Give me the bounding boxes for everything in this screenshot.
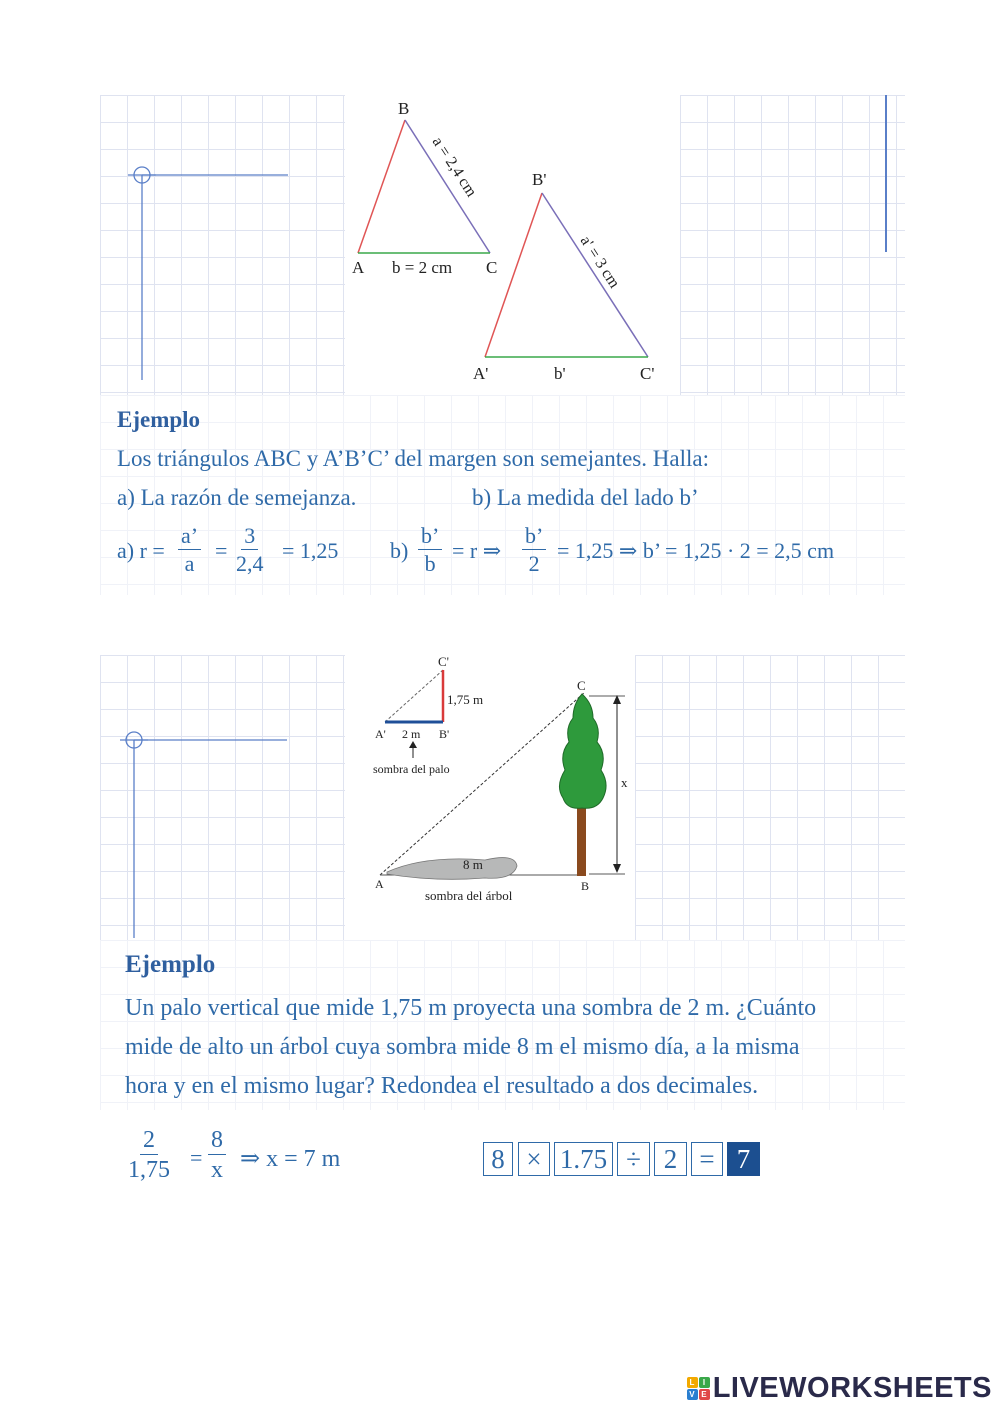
margin-vertical-line (885, 95, 887, 252)
fraction-a-prime-over-a: $\frac{a’}{a}$ (178, 525, 201, 575)
fraction-8-over-x: $\frac{8}{x}$ (208, 1128, 226, 1182)
tree-a-label: A (375, 877, 384, 891)
vertex-b: B (398, 99, 410, 118)
vertex-c-prime: C' (640, 364, 655, 383)
example-statement-1: Los triángulos ABC y A’B’C’ del margen son semejantes. Halla: (117, 446, 709, 471)
solution-b-result: = 1,25 ⇒ b’ = 1,25 · 2 = 2,5 cm (557, 538, 835, 563)
tree-height-label: x (621, 775, 628, 790)
tree-top-label: C (577, 678, 586, 693)
example-heading-1: Ejemplo (117, 407, 201, 432)
side-a-prime-label: a' = 3 cm (576, 232, 623, 292)
pole-b-label: B' (439, 727, 450, 741)
proportion-equals: = (190, 1145, 203, 1170)
margin-marker-1 (120, 160, 300, 385)
grid-panel-right-2 (635, 655, 905, 940)
vertex-a: A (352, 258, 365, 277)
side-b-label: b = 2 cm (392, 258, 453, 277)
fraction-2-over-1-75: $\frac{2}{1,75}$ (128, 1127, 170, 1183)
pole-height-label: 1,75 m (447, 692, 484, 707)
example-statement-2-line2: mide de alto un árbol cuya sombra mide 8 m el mismo día, a la misma (125, 1034, 800, 1060)
logo-mark-icon: L I V E (687, 1377, 710, 1400)
fraction-b-prime-over-b: $\frac{b’}{b}$ (418, 525, 442, 575)
vertex-c: C (486, 258, 498, 277)
tree-b-label: B (581, 879, 590, 893)
margin-marker-2 (112, 725, 292, 940)
calc-key-equals: = (691, 1142, 723, 1176)
tree-shadow-caption: sombra del árbol (425, 888, 513, 903)
example-statement-2-line1: Un palo vertical que mide 1,75 m proyecta una sombra de 2 m. ¿Cuánto (125, 995, 817, 1021)
tree-shadow-label: 8 m (463, 857, 483, 872)
pole-a-label: A' (375, 727, 386, 741)
side-b-prime-label: b' (554, 364, 566, 383)
calc-key-1-75: 1.75 (554, 1142, 613, 1176)
similar-triangles-diagram (340, 95, 680, 395)
pole-shadow-label: 2 m (402, 727, 421, 741)
calc-key-8: 8 (483, 1142, 513, 1176)
grid-panel-right-1 (680, 95, 905, 395)
vertex-b-prime: B' (532, 170, 547, 189)
fraction-3-over-2-4: $\frac{3}{2,4}$ (236, 523, 264, 576)
example-statement-2-line3: hora y en el mismo lugar? Redondea el resultado a dos decimales. (125, 1073, 759, 1099)
solution-a-result: = 1,25 (282, 538, 339, 563)
solution-equals: = (215, 538, 228, 563)
example-heading-2: Ejemplo (125, 951, 216, 978)
solution-a-prefix: a) r = (117, 538, 165, 563)
side-a-label: a = 2,4 cm (428, 133, 480, 200)
liveworksheets-logo[interactable] (687, 1372, 992, 1405)
pole-shadow-caption: sombra del palo (373, 762, 450, 776)
solution-mid: = r ⇒ (452, 538, 502, 563)
logo-text: LIVEWORKSHEETS (712, 1372, 992, 1404)
proportion-result: ⇒ x = 7 m (240, 1146, 341, 1172)
pole-top-label: C' (438, 654, 450, 669)
calc-key-divide: ÷ (617, 1142, 650, 1176)
fraction-b-prime-over-2: $\frac{b’}{2}$ (522, 525, 546, 575)
calc-key-2: 2 (654, 1142, 687, 1176)
part-b-question: b) La medida del lado b’ (472, 485, 699, 510)
part-a-question: a) La razón de semejanza. (117, 485, 357, 510)
calc-key-multiply: × (518, 1142, 550, 1176)
solution-b-prefix: b) (390, 538, 409, 563)
calc-result: 7 (727, 1142, 760, 1176)
tree-shadow-diagram (345, 650, 635, 910)
vertex-a-prime: A' (473, 364, 489, 383)
